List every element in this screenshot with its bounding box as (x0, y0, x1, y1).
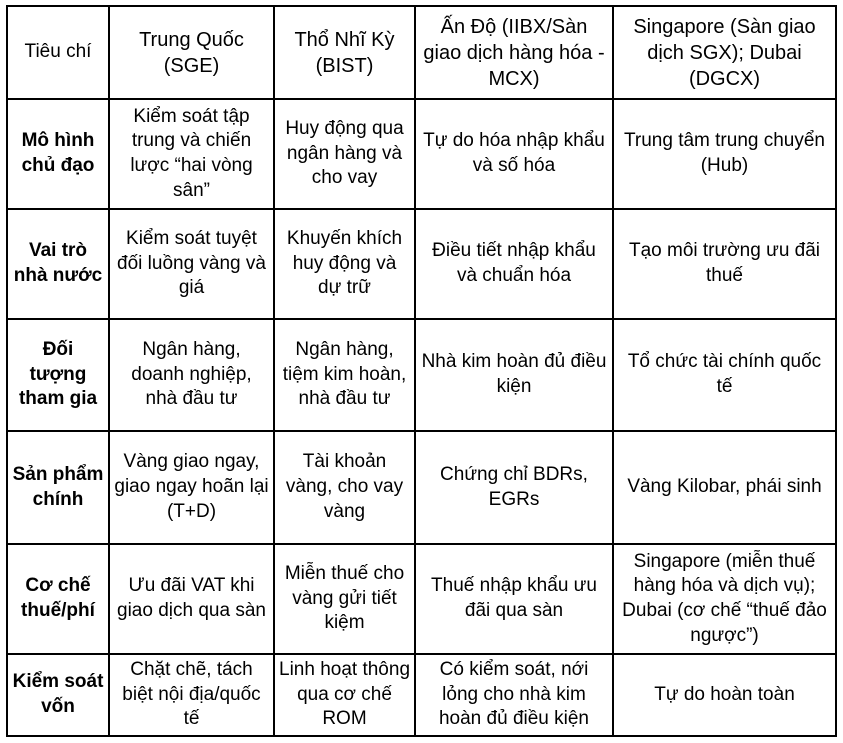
table-row (7, 319, 836, 431)
cell-turkey-mo-hinh-chu-dao: Huy động qua ngân hàng và cho vay (274, 99, 415, 209)
cell-turkey-co-che-thue-phi: Miễn thuế cho vàng gửi tiết kiệm (274, 544, 415, 654)
cell-china-vai-tro-nha-nuoc: Kiểm soát tuyệt đối luồng vàng và giá (109, 209, 274, 319)
table-header-row (7, 6, 836, 99)
column-header-turkey: Thổ Nhĩ Kỳ (BIST) (274, 6, 415, 99)
column-header-china: Trung Quốc (SGE) (109, 6, 274, 99)
row-header-vai-tro-nha-nuoc: Vai trò nhà nước (7, 209, 109, 319)
row-header-san-pham-chinh: Sản phẩm chính (7, 431, 109, 544)
row-header-co-che-thue-phi: Cơ chế thuế/phí (7, 544, 109, 654)
cell-singapore-dubai-doi-tuong-tham-gia: Tổ chức tài chính quốc tế (613, 319, 836, 431)
cell-india-doi-tuong-tham-gia: Nhà kim hoàn đủ điều kiện (415, 319, 613, 431)
cell-china-san-pham-chinh: Vàng giao ngay, giao ngay hoãn lại (T+D) (109, 431, 274, 544)
table-row (7, 431, 836, 544)
cell-india-san-pham-chinh: Chứng chỉ BDRs, EGRs (415, 431, 613, 544)
cell-singapore-dubai-vai-tro-nha-nuoc: Tạo môi trường ưu đãi thuế (613, 209, 836, 319)
cell-india-co-che-thue-phi: Thuế nhập khẩu ưu đãi qua sàn (415, 544, 613, 654)
table-row (7, 209, 836, 319)
table-row (7, 654, 836, 736)
column-header-criterion: Tiêu chí (7, 6, 109, 99)
cell-china-co-che-thue-phi: Ưu đãi VAT khi giao dịch qua sàn (109, 544, 274, 654)
cell-singapore-dubai-kiem-soat-von: Tự do hoàn toàn (613, 654, 836, 736)
cell-singapore-dubai-san-pham-chinh: Vàng Kilobar, phái sinh (613, 431, 836, 544)
cell-china-kiem-soat-von: Chặt chẽ, tách biệt nội địa/quốc tế (109, 654, 274, 736)
table-body (7, 99, 836, 736)
cell-turkey-kiem-soat-von: Linh hoạt thông qua cơ chế ROM (274, 654, 415, 736)
row-header-kiem-soat-von: Kiểm soát vốn (7, 654, 109, 736)
gold-exchange-comparison-table (6, 5, 837, 737)
cell-turkey-vai-tro-nha-nuoc: Khuyến khích huy động và dự trữ (274, 209, 415, 319)
cell-china-doi-tuong-tham-gia: Ngân hàng, doanh nghiệp, nhà đầu tư (109, 319, 274, 431)
cell-india-kiem-soat-von: Có kiểm soát, nới lỏng cho nhà kim hoàn đủ điều kiện (415, 654, 613, 736)
table-row (7, 544, 836, 654)
table-row (7, 99, 836, 209)
cell-singapore-dubai-co-che-thue-phi: Singapore (miễn thuế hàng hóa và dịch vụ); Dubai (cơ chế “thuế đảo ngược”) (613, 544, 836, 654)
cell-turkey-doi-tuong-tham-gia: Ngân hàng, tiệm kim hoàn, nhà đầu tư (274, 319, 415, 431)
cell-india-vai-tro-nha-nuoc: Điều tiết nhập khẩu và chuẩn hóa (415, 209, 613, 319)
cell-china-mo-hinh-chu-dao: Kiểm soát tập trung và chiến lược “hai vòng sân” (109, 99, 274, 209)
cell-india-mo-hinh-chu-dao: Tự do hóa nhập khẩu và số hóa (415, 99, 613, 209)
row-header-doi-tuong-tham-gia: Đối tượng tham gia (7, 319, 109, 431)
column-header-singapore-dubai: Singapore (Sàn giao dịch SGX); Dubai (DGCX) (613, 6, 836, 99)
column-header-india: Ấn Độ (IIBX/Sàn giao dịch hàng hóa - MCX) (415, 6, 613, 99)
cell-turkey-san-pham-chinh: Tài khoản vàng, cho vay vàng (274, 431, 415, 544)
row-header-mo-hinh-chu-dao: Mô hình chủ đạo (7, 99, 109, 209)
table-header (7, 6, 836, 99)
cell-singapore-dubai-mo-hinh-chu-dao: Trung tâm trung chuyển (Hub) (613, 99, 836, 209)
